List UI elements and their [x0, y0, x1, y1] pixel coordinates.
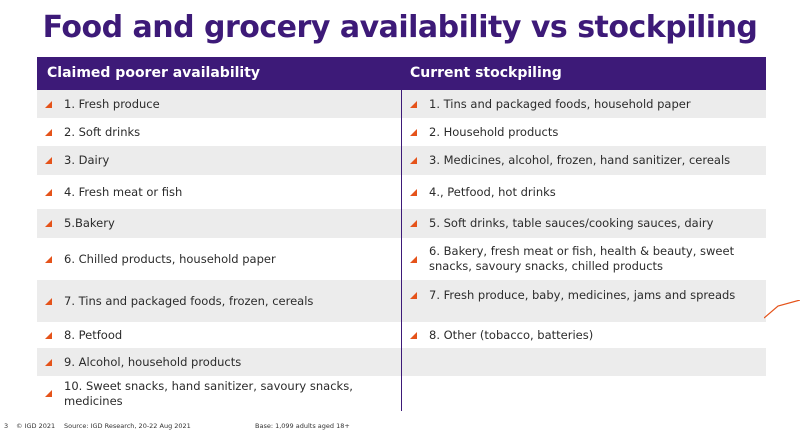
table-row: [37, 175, 401, 209]
table-row: [402, 146, 766, 175]
row-text: 7. Fresh produce, baby, medicines, jams and spreads: [429, 288, 736, 302]
copyright: © IGD 2021: [16, 422, 56, 430]
table-row-empty: [402, 348, 766, 376]
row-text: 3. Dairy: [64, 153, 110, 167]
row-text: 2. Household products: [429, 124, 559, 139]
bullet-icon: [45, 220, 52, 227]
table-row: [37, 322, 401, 348]
bullet-icon: [410, 332, 417, 339]
bullet-icon: [45, 359, 52, 366]
bullet-icon: [45, 390, 52, 397]
comparison-table: [37, 57, 765, 411]
row-text: 1. Tins and packaged foods, household paper: [429, 96, 691, 111]
bullet-icon: [410, 220, 417, 227]
row-text: 10. Sweet snacks, hand sanitizer, savoury snacks, medicines: [64, 378, 353, 408]
table-row: [37, 118, 401, 146]
bullet-icon: [410, 189, 417, 196]
row-text: 7. Tins and packaged foods, frozen, cereals: [64, 293, 314, 308]
table-row: [402, 90, 766, 118]
bullet-icon: [45, 101, 52, 108]
table-row: [37, 376, 401, 411]
row-text: 2. Soft drinks: [64, 124, 141, 139]
table-row: [37, 348, 401, 376]
table-row: [402, 238, 766, 280]
row-text: 9. Alcohol, household products: [64, 354, 242, 369]
page-number: 3: [4, 422, 9, 430]
row-text: 4., Petfood, hot drinks: [429, 184, 556, 199]
bullet-icon: [410, 256, 417, 263]
row-text: 8. Petfood: [64, 327, 123, 342]
source-note: Source: IGD Research, 20-22 Aug 2021: [64, 422, 191, 430]
left-column-header: Claimed poorer availability: [37, 57, 401, 90]
row-text: 4. Fresh meat or fish: [64, 184, 183, 199]
bullet-icon: [45, 332, 52, 339]
table-row: [402, 280, 766, 322]
right-column-header: Current stockpiling: [402, 57, 766, 90]
row-text: 3. Medicines, alcohol, frozen, hand sanitizer, cereals: [429, 153, 731, 167]
page-title: Food and grocery availability vs stockpiling: [42, 10, 758, 45]
row-text: 5. Soft drinks, table sauces/cooking sauces, dairy: [429, 216, 714, 230]
right-column: [401, 57, 766, 411]
table-row: [37, 238, 401, 280]
base-note: Base: 1,099 adults aged 18+: [255, 422, 350, 430]
row-text: 1. Fresh produce: [64, 96, 160, 111]
bullet-icon: [45, 129, 52, 136]
bullet-icon: [45, 189, 52, 196]
bullet-icon: [45, 157, 52, 164]
bullet-icon: [410, 292, 417, 299]
bullet-icon: [45, 256, 52, 263]
table-row: [402, 175, 766, 209]
left-column: [37, 57, 401, 411]
bullet-icon: [410, 157, 417, 164]
table-row: [37, 280, 401, 322]
bullet-icon: [410, 129, 417, 136]
bullet-icon: [45, 298, 52, 305]
row-text: 6. Chilled products, household paper: [64, 251, 276, 266]
table-row: [402, 118, 766, 146]
row-text: 5.Bakery: [64, 216, 115, 230]
bullet-icon: [410, 101, 417, 108]
table-row: [37, 209, 401, 238]
corner-accent-decoration: [764, 300, 800, 330]
row-text: 6. Bakery, fresh meat or fish, health & beauty, sweet snacks, savoury snacks, chilled products: [429, 244, 735, 273]
table-row: [37, 90, 401, 118]
table-row: [37, 146, 401, 175]
table-row: [402, 209, 766, 238]
table-row: [402, 322, 766, 348]
row-text: 8. Other (tobacco, batteries): [429, 327, 594, 342]
